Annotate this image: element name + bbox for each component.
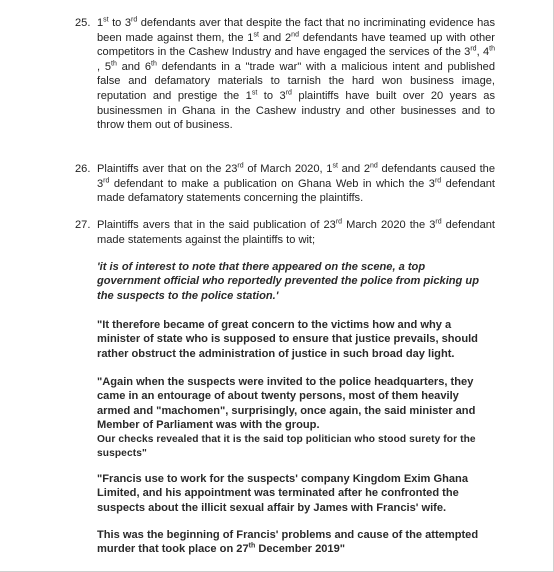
quote-top-official: 'it is of interest to note that there appeared on the scene, a top government official who reportedly prevented the police from picking up the suspects to the police station.' — [97, 261, 479, 302]
quote-attempted-murder: This was the beginning of Francis' problems and cause of the attempted murder that took place on 27th December 2019" — [97, 529, 479, 556]
paragraph-text: Plaintiffs avers that in the said publication of 23rd March 2020 the 3rd defendant made statements against the plaintiffs to wit; — [97, 218, 496, 246]
paragraph-text: Plaintiffs aver that on the 23rd of March 2020, 1st and 2nd defendants caused the 3rd defendant to make a publication on Ghana Web in which the 3rd defendant made defamatory statements concerning the plaintiffs. — [97, 162, 496, 205]
quote-sub-text: Our checks revealed that it is the said top politician who stood surety for the suspects" — [97, 433, 476, 460]
paragraph-text: 1st to 3rd defendants aver that despite the fact that no incriminating evidence has been made against them, the 1st and 2nd defendants have teamed up with other competitors in the Cashew Industry and have engaged the services of the 3rd, 4th , 5th and 6th defendants in a "trade war" with a malicious intent and published false and defamatory materials to tarnish the hard won business image, reputation and prestige the 1st to 3rd plaintiffs have built over 20 years as businessmen in Ghana in the Cashew industry and other businesses and to throw them out of business. — [97, 16, 496, 132]
quote-francis-employment: "Francis use to work for the suspects' company Kingdom Exim Ghana Limited, and his appointment was terminated after he confronted the suspects about the illicit sexual affair by James with Francis' wife. — [97, 473, 468, 514]
quote-main-text: "Again when the suspects were invited to the police headquarters, they came in an entourage of about twenty persons, most of them heavily armed and "machomen", surprisingly, once again, the said minister and Member of Parliament was with the group. — [97, 376, 476, 432]
paragraph-25 — [75, 16, 495, 133]
paragraph-number: 25. — [75, 17, 91, 29]
quote-police-headquarters — [97, 375, 489, 461]
paragraph-27 — [75, 218, 495, 247]
paragraph-number: 27. — [75, 219, 91, 231]
paragraph-number: 26. — [75, 163, 91, 175]
quote-minister-of-state: "It therefore became of great concern to the victims how and why a minister of state who is supposed to ensure that justice prevails, should rather obstruct the administration of justice in such broad day light. — [97, 319, 478, 360]
paragraph-26 — [75, 162, 495, 206]
